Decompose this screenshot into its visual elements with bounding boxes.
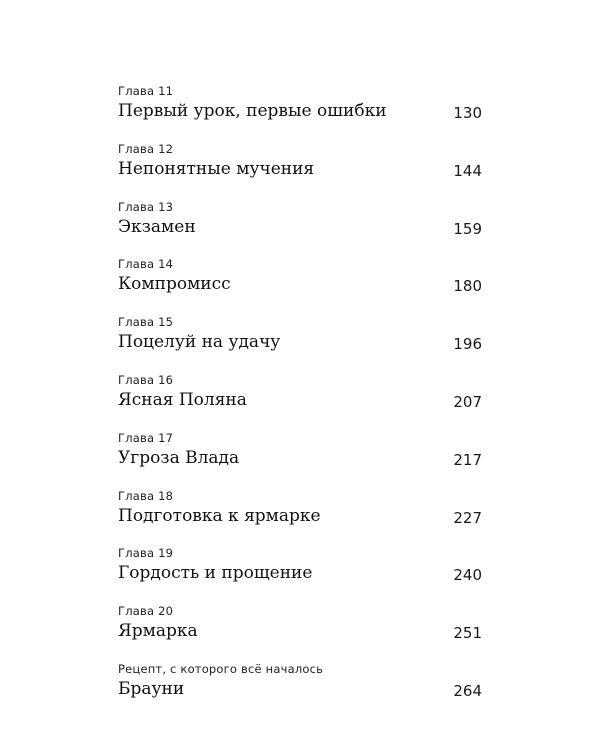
chapter-title: Гордость и прощение [118, 563, 313, 584]
toc-entry-chapter-14 [118, 257, 482, 315]
chapter-title: Брауни [118, 678, 185, 699]
chapter-label: Глава 17 [118, 430, 174, 445]
chapter-title: Экзамен [118, 216, 196, 237]
chapter-label: Глава 16 [118, 372, 174, 387]
chapter-label: Глава 19 [118, 546, 174, 561]
table-of-contents [118, 84, 482, 720]
page-number: 207 [453, 392, 482, 411]
toc-entry-chapter-11 [118, 84, 482, 142]
chapter-label: Глава 13 [118, 199, 174, 214]
page-number: 251 [453, 624, 482, 643]
chapter-title: Непонятные мучения [118, 158, 315, 179]
page-number: 130 [453, 104, 482, 122]
page-number: 240 [453, 566, 482, 585]
toc-entry-chapter-20 [118, 604, 482, 662]
chapter-label: Глава 20 [118, 604, 174, 619]
chapter-title: Подготовка к ярмарке [118, 505, 321, 526]
toc-entry-chapter-18 [118, 489, 482, 547]
chapter-title: Угроза Влада [118, 447, 240, 468]
chapter-label: Глава 18 [118, 488, 174, 503]
chapter-title: Поцелуй на удачу [118, 332, 281, 353]
page-number: 264 [453, 681, 482, 700]
page-number: 217 [453, 450, 482, 469]
chapter-title: Ясная Поляна [118, 389, 247, 410]
page-number: 196 [453, 335, 482, 354]
chapter-label: Глава 11 [118, 84, 174, 98]
page-number: 180 [453, 277, 482, 296]
toc-entry-chapter-19 [118, 546, 482, 604]
page-number: 227 [453, 508, 482, 527]
toc-entry-chapter-12 [118, 142, 482, 200]
chapter-title: Первый урок, первые ошибки [118, 101, 387, 121]
toc-entry-chapter-16 [118, 373, 482, 431]
toc-entry-chapter-15 [118, 315, 482, 373]
chapter-title: Ярмарка [118, 621, 198, 642]
toc-entry-recipe [118, 662, 482, 720]
chapter-label: Рецепт, с которого всё началось [118, 661, 324, 676]
chapter-title: Компромисс [118, 274, 231, 295]
toc-entry-chapter-17 [118, 431, 482, 489]
toc-entry-chapter-13 [118, 200, 482, 258]
chapter-label: Глава 12 [118, 141, 174, 156]
chapter-label: Глава 14 [118, 257, 174, 272]
chapter-label: Глава 15 [118, 315, 174, 330]
page-number: 144 [453, 161, 482, 180]
page-number: 159 [453, 219, 482, 238]
